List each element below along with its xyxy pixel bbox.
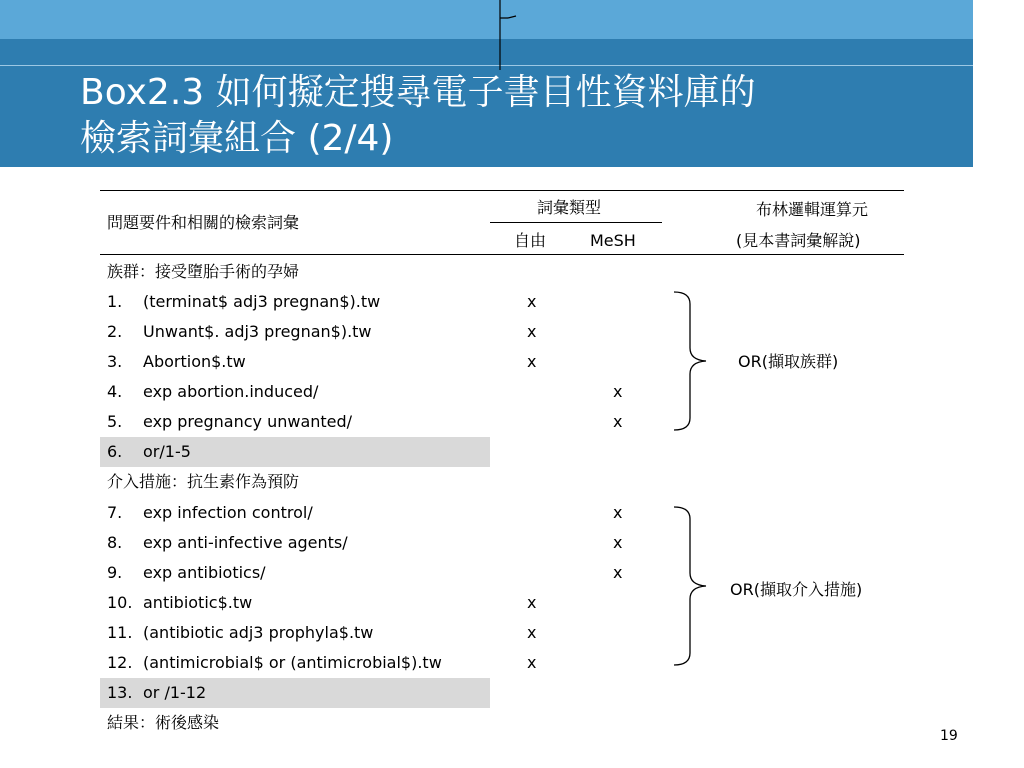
total-row-term: or /1-12	[143, 683, 207, 702]
header-mesh: MeSH	[590, 231, 636, 250]
table-top-rule	[100, 190, 904, 191]
row-mesh-mark: x	[613, 533, 623, 552]
header-bracket-decoration	[488, 0, 528, 70]
header-vocab-type: 詞彙類型	[537, 198, 602, 217]
row-free-mark: x	[527, 623, 537, 642]
row-number: 8.	[107, 533, 123, 552]
group2-brace	[668, 505, 728, 667]
header-free: 自由	[514, 231, 547, 250]
row-number: 3.	[107, 352, 123, 371]
row-number: 11.	[107, 623, 133, 642]
row-term: exp antibiotics/	[143, 563, 266, 582]
section-population-label: 族群：接受墮胎手術的孕婦	[107, 262, 300, 281]
header-terms: 問題要件和相關的檢索詞彙	[107, 213, 300, 232]
row-number: 12.	[107, 653, 133, 672]
row-term: Abortion$.tw	[143, 352, 246, 371]
row-free-mark: x	[527, 653, 537, 672]
row-term: exp infection control/	[143, 503, 313, 522]
row-free-mark: x	[527, 352, 537, 371]
row-number: 9.	[107, 563, 123, 582]
row-number: 10.	[107, 593, 133, 612]
row-free-mark: x	[527, 292, 537, 311]
row-mesh-mark: x	[613, 412, 623, 431]
row-term: exp abortion.induced/	[143, 382, 319, 401]
title-line-1: Box2.3 如何擬定搜尋電子書目性資料庫的	[80, 72, 756, 113]
row-mesh-mark: x	[613, 563, 623, 582]
group1-boolean-label: OR(擷取族群)	[738, 352, 839, 371]
row-mesh-mark: x	[613, 382, 623, 401]
group2-boolean-label: OR(擷取介入措施)	[730, 580, 863, 599]
row-term: (antibiotic adj3 prophyla$.tw	[143, 623, 374, 642]
header-divider	[0, 65, 973, 66]
row-number: 7.	[107, 503, 123, 522]
header-bottom-rule	[100, 254, 904, 255]
row-term: exp pregnancy unwanted/	[143, 412, 353, 431]
row-number: 5.	[107, 412, 123, 431]
total-row-term: or/1-5	[143, 442, 191, 461]
total-row-number: 13.	[107, 683, 133, 702]
title-line-2: 檢索詞彙組合 (2/4)	[80, 118, 394, 159]
row-mesh-mark: x	[613, 503, 623, 522]
group1-brace	[668, 290, 728, 432]
section-outcome-label: 結果：術後感染	[107, 713, 220, 732]
header-band-top	[0, 0, 973, 39]
row-term: exp anti-infective agents/	[143, 533, 348, 552]
row-number: 2.	[107, 322, 123, 341]
row-free-mark: x	[527, 593, 537, 612]
row-term: (antimicrobial$ or (antimicrobial$).tw	[143, 653, 442, 672]
header-boolean-line1: 布林邏輯運算元	[756, 200, 869, 219]
total-row-number: 6.	[107, 442, 123, 461]
vocab-type-rule	[490, 222, 662, 223]
row-number: 4.	[107, 382, 123, 401]
row-term: (terminat$ adj3 pregnan$).tw	[143, 292, 381, 311]
row-free-mark: x	[527, 322, 537, 341]
row-term: Unwant$. adj3 pregnan$).tw	[143, 322, 372, 341]
section-intervention-label: 介入措施：抗生素作為預防	[107, 472, 300, 491]
header-boolean-line2: (見本書詞彙解說)	[736, 231, 861, 250]
row-number: 1.	[107, 292, 123, 311]
row-term: antibiotic$.tw	[143, 593, 253, 612]
page-number: 19	[940, 728, 958, 744]
slide-title	[80, 70, 960, 162]
